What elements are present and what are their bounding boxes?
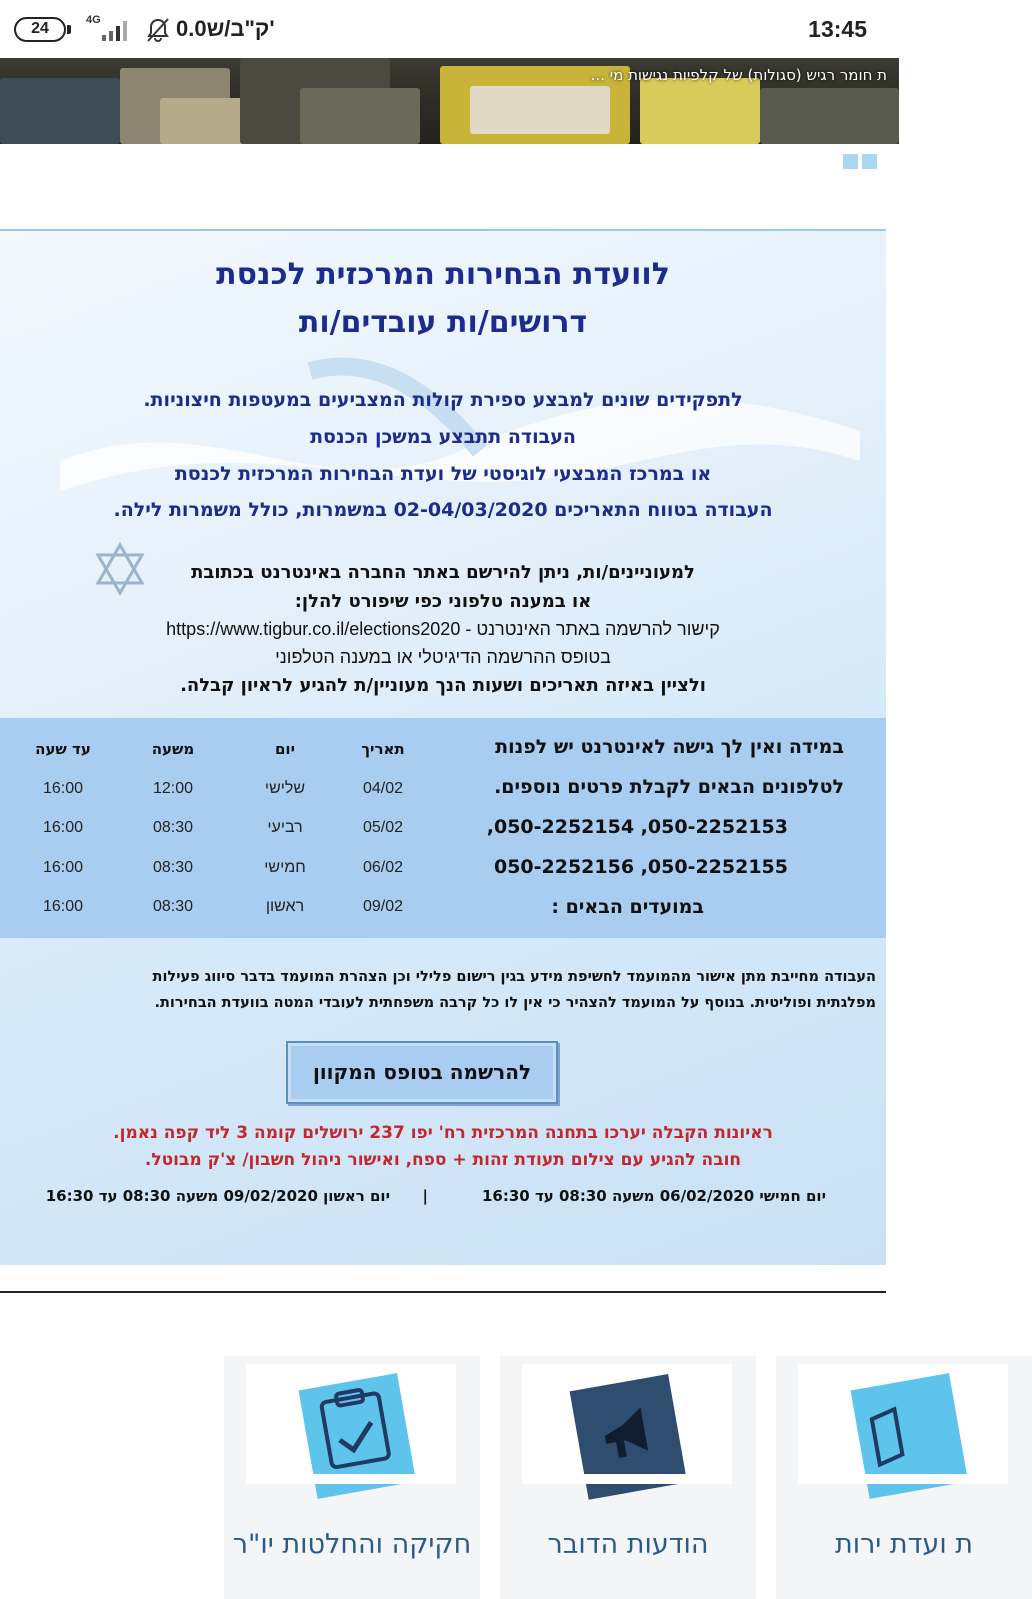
bell-muted-icon [145, 17, 171, 43]
interview-dates [0, 1187, 886, 1213]
intro-line: או במרכז המבצעי לוגיסטי של ועדת הבחירות המרכזית לכנסת [174, 463, 712, 485]
section-divider [0, 1291, 886, 1293]
intro-line: לתפקידים שונים למבצע ספירת קולות המצביעים במעטפות חיצוניות. [143, 389, 743, 411]
table-cell: 16:00 [42, 819, 84, 836]
table-cell: חמישי [264, 859, 306, 876]
card-image [246, 1364, 456, 1484]
table-cell: ראשון [265, 898, 305, 915]
network-type: 4G [86, 14, 101, 26]
table-cell: 16:00 [42, 898, 84, 915]
interview-date-right: יום חמישי 06/02/2020 משעה 08:30 עד 16:30 [481, 1187, 826, 1205]
phone-info-line: במידה ואין לך גישה לאינטרנט יש לפנות [495, 736, 844, 758]
disclaimer-line: העבודה מחייבת מתן אישור מהמועמד לחשיפת מידע בגין רישום פלילי וכן הצהרת המועמד בדבר סיווג פעילות [152, 969, 876, 985]
job-notice [0, 229, 886, 1265]
network-speed: 0.0ק"ב/ש' [176, 16, 275, 41]
battery-level: 24 [31, 20, 49, 37]
table-cell: 08:30 [152, 819, 194, 836]
news-banner[interactable] [0, 58, 899, 144]
register-line: בטופס ההרשמה הדיגיטלי או במענה הטלפוני [275, 647, 611, 667]
book-icon [798, 1364, 1008, 1484]
category-label: הודעות הדובר [547, 1529, 709, 1560]
register-line: למעוניינים/ות, ניתן להירשם באתר החברה באינטרנט בכתובת [191, 562, 695, 583]
table-cell: 16:00 [42, 780, 84, 797]
phone-numbers[interactable]: 050-2252155, 050-2252156 [493, 856, 788, 878]
card-image [798, 1364, 1008, 1484]
phone-numbers[interactable]: 050-2252153, 050-2252154, [486, 816, 788, 838]
category-card-legislation[interactable] [224, 1356, 480, 1599]
notice-subtitle: דרושים/ות עובדים/ות [298, 305, 588, 340]
disclaimer-line: מפלגתית ופוליטית. בנוסף על המועמד להצהיר כי אין לו כל קרבה משפחתית לעובדי המטה בוועדת הבחירות. [154, 995, 876, 1011]
interview-line: ראיונות הקבלה יערכו בתחנה המרכזית רח' יפו 237 ירושלים קומה 3 ליד קפה נאמן. [113, 1123, 773, 1143]
banner-caption: ת חומר רגיש (סגולות) של קלפיות נגישות מי ... [590, 66, 887, 84]
category-card-committee[interactable] [776, 1356, 1032, 1599]
register-line: ולציין באיזה תאריכים ושעות הנך מעוניין/ת להגיע לראיון קבלה. [180, 675, 706, 696]
table-header: משעה [151, 740, 195, 758]
table-cell: 16:00 [42, 859, 84, 876]
category-label: ת ועדת ירות [834, 1529, 974, 1560]
intro-line: העבודה בטווח התאריכים 02-04/03/2020 במשמרות, כולל משמרות לילה. [113, 499, 773, 521]
schedule-table [18, 718, 438, 938]
phone-info-line: לטלפונים הבאים לקבלת פרטים נוספים. [494, 776, 844, 798]
intro-line: העבודה תתבצע במשכן הכנסת [310, 426, 576, 448]
table-cell: 09/02 [362, 898, 404, 915]
table-cell: 08:30 [152, 859, 194, 876]
category-card-spokesperson[interactable] [500, 1356, 756, 1599]
phone-info [424, 718, 844, 938]
table-cell: 06/02 [362, 859, 404, 876]
card-image [522, 1364, 732, 1484]
table-cell: שלישי [264, 780, 306, 797]
notice-title: לוועדת הבחירות המרכזית לכנסת [216, 257, 670, 292]
register-url-line[interactable]: קישור להרשמה באתר האינטרנט - https://www.tigbur.co.il/elections2020 [166, 619, 720, 639]
table-cell: 05/02 [362, 819, 404, 836]
clipboard-check-icon [246, 1364, 456, 1484]
interview-date-separator: | [422, 1187, 428, 1205]
interview-line: חובה להגיע עם צילום תעודת זהות + ספח, ואישור ניהול חשבון/ צ'ק מבוטל. [144, 1150, 742, 1170]
online-register-button[interactable]: להרשמה בטופס המקוון [286, 1041, 558, 1104]
table-header: תאריך [361, 740, 405, 758]
table-cell: 12:00 [152, 780, 194, 797]
table-cell: רביעי [267, 819, 303, 836]
table-header: עד שעה [35, 740, 91, 758]
slider-dots[interactable] [839, 154, 877, 173]
table-cell: 04/02 [362, 780, 404, 797]
status-bar [0, 0, 899, 58]
clock: 13:45 [808, 16, 867, 42]
table-cell: 08:30 [152, 898, 194, 915]
battery-icon [14, 17, 66, 42]
register-line: או במענה טלפוני כפי שיפורט להלן: [294, 591, 592, 612]
phone-info-line: במועדים הבאים : [551, 896, 704, 918]
schedule-section [0, 718, 886, 938]
table-header: יום [274, 740, 295, 758]
interview-date-left: יום ראשון 09/02/2020 משעה 08:30 עד 16:30 [45, 1187, 390, 1205]
signal-icon [100, 18, 132, 42]
category-label: חקיקה והחלטות יו"ר [232, 1529, 472, 1560]
megaphone-icon [522, 1364, 732, 1484]
